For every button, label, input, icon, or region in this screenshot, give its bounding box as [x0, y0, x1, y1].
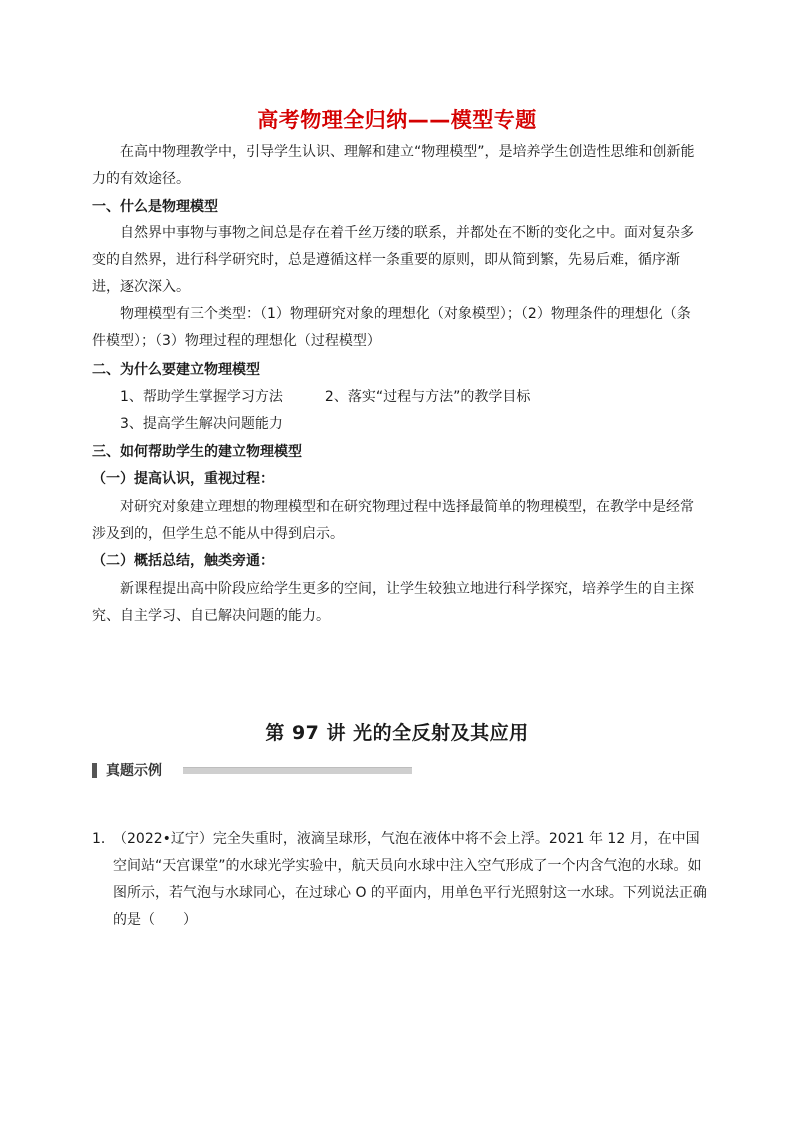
subsection-heading-2: （二）概括总结，触类旁通： — [92, 553, 274, 569]
question-text: （2022•辽宁）完全失重时，液滴呈球形，气泡在液体中将不会上浮。2021 年 12 月，在中国空间站“天宫课堂”的水球光学实验中，航天员向水球中注入空气形成了一个内含气泡的水球。如图所示，若气泡与水球同心，在过球心 O 的平面内，用单色平行光照射这一水球。下列说法正确的是（ ） — [113, 831, 707, 928]
section1-paragraph-1: 自然界中事物与事物之间总是存在着千丝万缕的联系，并都处在不断的变化之中。面对复杂多变的自然界，进行科学研究时，总是遵循这样一条重要的原则，即从简到繁，先易后难，循序渐进，逐次深入。 — [92, 225, 694, 295]
reason-list-row — [120, 387, 530, 407]
section-label-text: 真题示例 — [106, 763, 162, 779]
section-heading-what-is-model: 一、什么是物理模型 — [92, 199, 218, 215]
section3-paragraph-1: 对研究对象建立理想的物理模型和在研究物理过程中选择最简单的物理模型，在教学中是经常涉及到的，但学生总不能从中得到启示。 — [92, 499, 694, 542]
section-divider — [183, 767, 412, 774]
section3-paragraph-2: 新课程提出高中阶段应给学生更多的空间，让学生较独立地进行科学探究，培养学生的自主探究、自主学习、自已解决问题的能力。 — [92, 581, 694, 624]
reason-item-3: 3、提高学生解决问题能力 — [120, 416, 283, 432]
section-label — [92, 759, 162, 781]
document-title: 高考物理全归纳——模型专题 — [257, 108, 537, 132]
intro-paragraph: 在高中物理教学中，引导学生认识、理解和建立“物理模型”，是培养学生创造性思维和创新能力的有效途径。 — [92, 144, 695, 187]
reason-item-2: 2、落实“过程与方法”的教学目标 — [324, 389, 531, 405]
section-heading-why-build-model: 二、为什么要建立物理模型 — [92, 362, 260, 378]
section-marker-bar — [92, 763, 97, 778]
section-heading-how-to-help: 三、如何帮助学生的建立物理模型 — [92, 444, 302, 460]
reason-item-1: 1、帮助学生掌握学习方法 — [120, 389, 283, 405]
lecture-title: 第 97 讲 光的全反射及其应用 — [265, 722, 529, 744]
subsection-heading-1: （一）提高认识，重视过程： — [92, 471, 274, 487]
question-number: 1． — [92, 831, 115, 847]
section1-paragraph-2: 物理模型有三个类型：（1）物理研究对象的理想化（对象模型）；（2）物理条件的理想化（条件模型）；（3）物理过程的理想化（过程模型） — [92, 306, 691, 349]
question-1 — [92, 826, 712, 934]
